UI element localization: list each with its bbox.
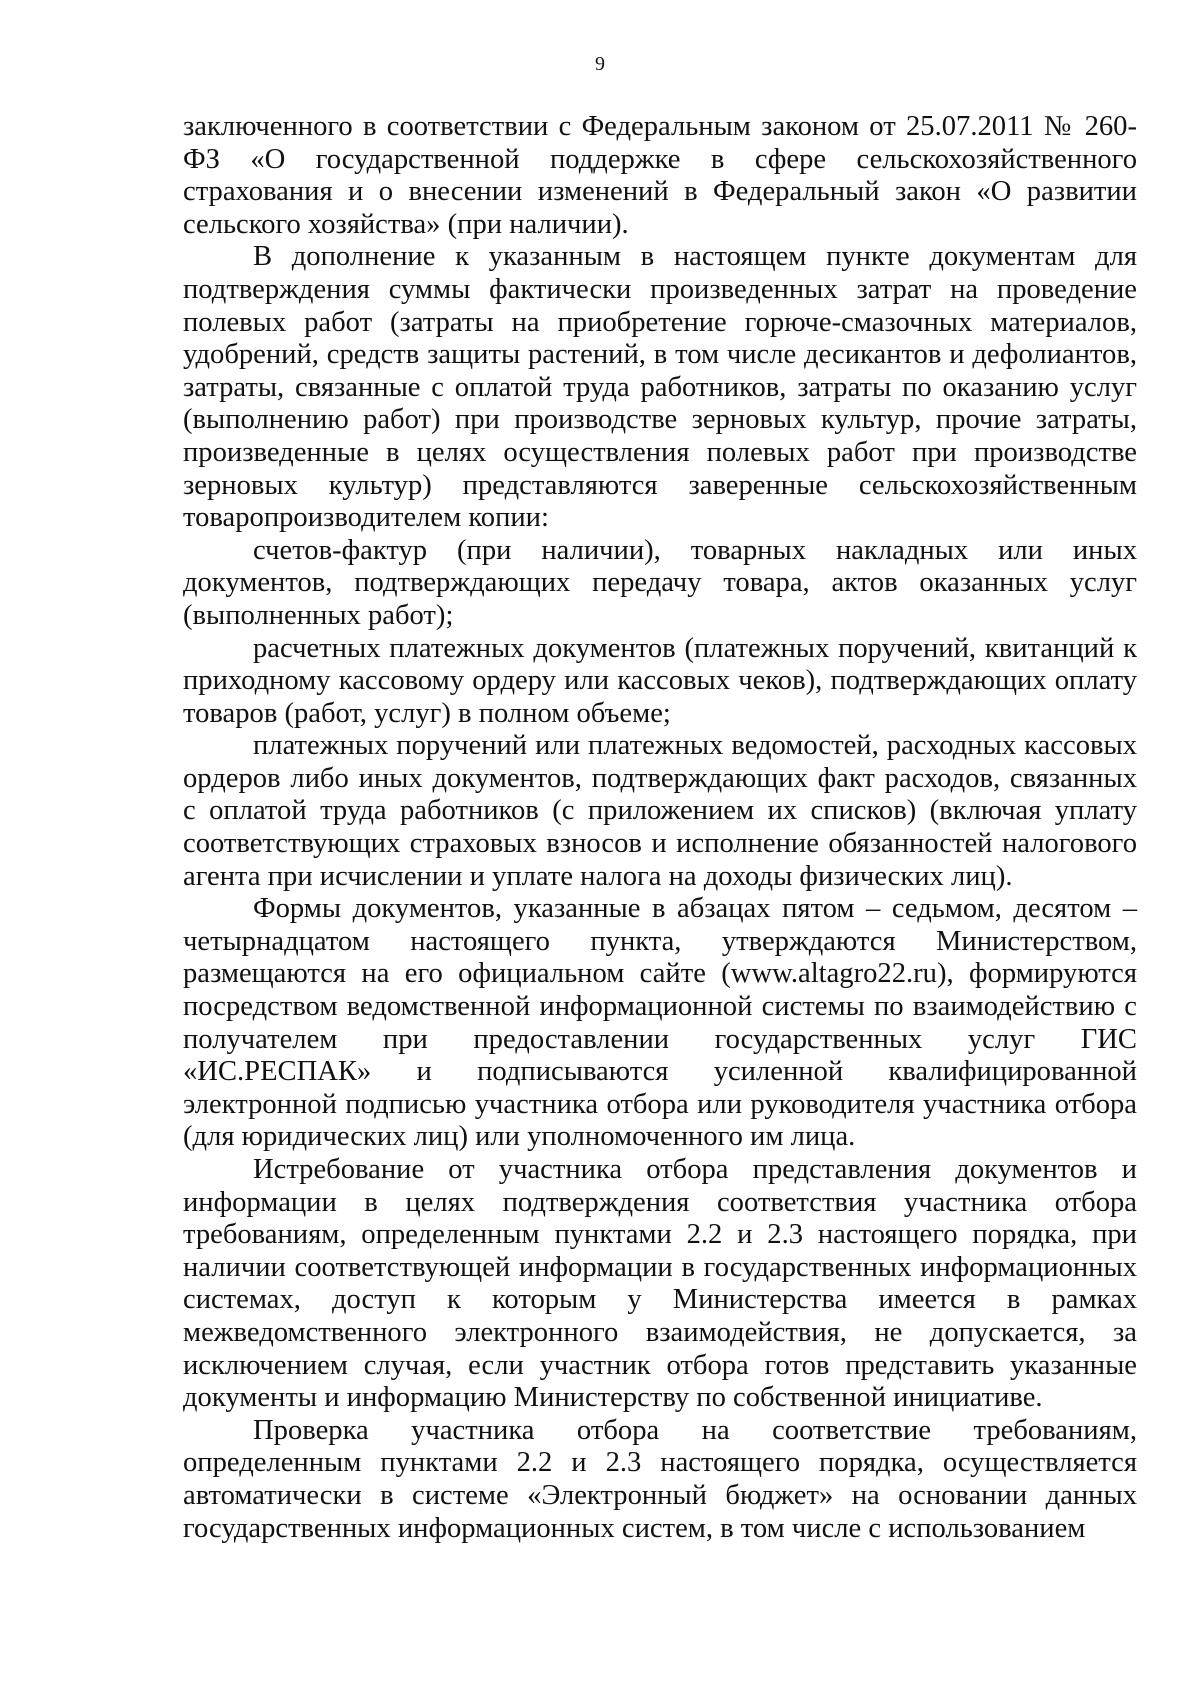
paragraph-continuation: заключенного в соответствии с Федеральным законом от 25.07.2011 № 260-ФЗ «О государственной поддержке в сфере сельскохозяйственного страхования и о внесении изменений в Федеральный закон «О развитии сельского хозяйства» (при наличии). (183, 111, 1137, 240)
paragraph-payment-documents: расчетных платежных документов (платежных поручений, квитанций к приходному кассовому ордеру или кассовых чеков), подтверждающих оплату товаров (работ, услуг) в полном объеме; (183, 632, 1137, 729)
paragraph-payroll-documents: платежных поручений или платежных ведомостей, расходных кассовых ордеров либо иных документов, подтверждающих факт расходов, связанных с оплатой труда работников (с приложением их списков) (включая уплату соответствующих страховых взносов и исполнение обязанностей налогового агента при исчислении и уплате налога на доходы физических лиц). (183, 730, 1137, 892)
paragraph-verification: Проверка участника отбора на соответствие требованиям, определенным пунктами 2.2 и 2.3 настоящего порядка, осуществляется автоматически в системе «Электронный бюджет» на основании данных государственных информационных систем, в том числе с использованием (183, 1414, 1137, 1544)
paragraph-document-forms: Формы документов, указанные в абзацах пятом – седьмом, десятом – четырнадцатом настоящего пункта, утверждаются Министерством, размещаются на его официальном сайте (www.altagro22.ru), формируются посредством ведомственной информационной системы по взаимодействию с получателем при предоставлении государственных услуг ГИС «ИС.РЕСПАК» и подписываются усиленной квалифицированной электронной подписью участника отбора или руководителя участника отбора (для юридических лиц) или уполномоченного им лица. (183, 893, 1137, 1153)
page-number: 9 (595, 53, 605, 75)
paragraph-invoices: счетов-фактур (при наличии), товарных накладных или иных документов, подтверждающих передачу товара, актов оказанных услуг (выполненных работ); (183, 534, 1137, 631)
paragraph-additional-documents: В дополнение к указанным в настоящем пункте документам для подтверждения суммы фактически произведенных затрат на проведение полевых работ (затраты на приобретение горюче-смазочных материалов, удобрений, средств защиты растений, в том числе десикантов и дефолиантов, затраты, связанные с оплатой труда работников, затраты по оказанию услуг (выполнению работ) при производстве зерновых культур, прочие затраты, произведенные в целях осуществления полевых работ при производстве зерновых культур) представляются заверенные сельскохозяйственным товаропроизводителем копии: (183, 241, 1137, 534)
paragraph-document-request: Истребование от участника отбора представления документов и информации в целях подтверждения соответствия участника отбора требованиям, определенным пунктами 2.2 и 2.3 настоящего порядка, при наличии соответствующей информации в государственных информационных системах, доступ к которым у Министерства имеется в рамках межведомственного электронного взаимодействия, не допускается, за исключением случая, если участник отбора готов представить указанные документы и информацию Министерству по собственной инициативе. (183, 1154, 1137, 1414)
document-body (183, 111, 1137, 1545)
